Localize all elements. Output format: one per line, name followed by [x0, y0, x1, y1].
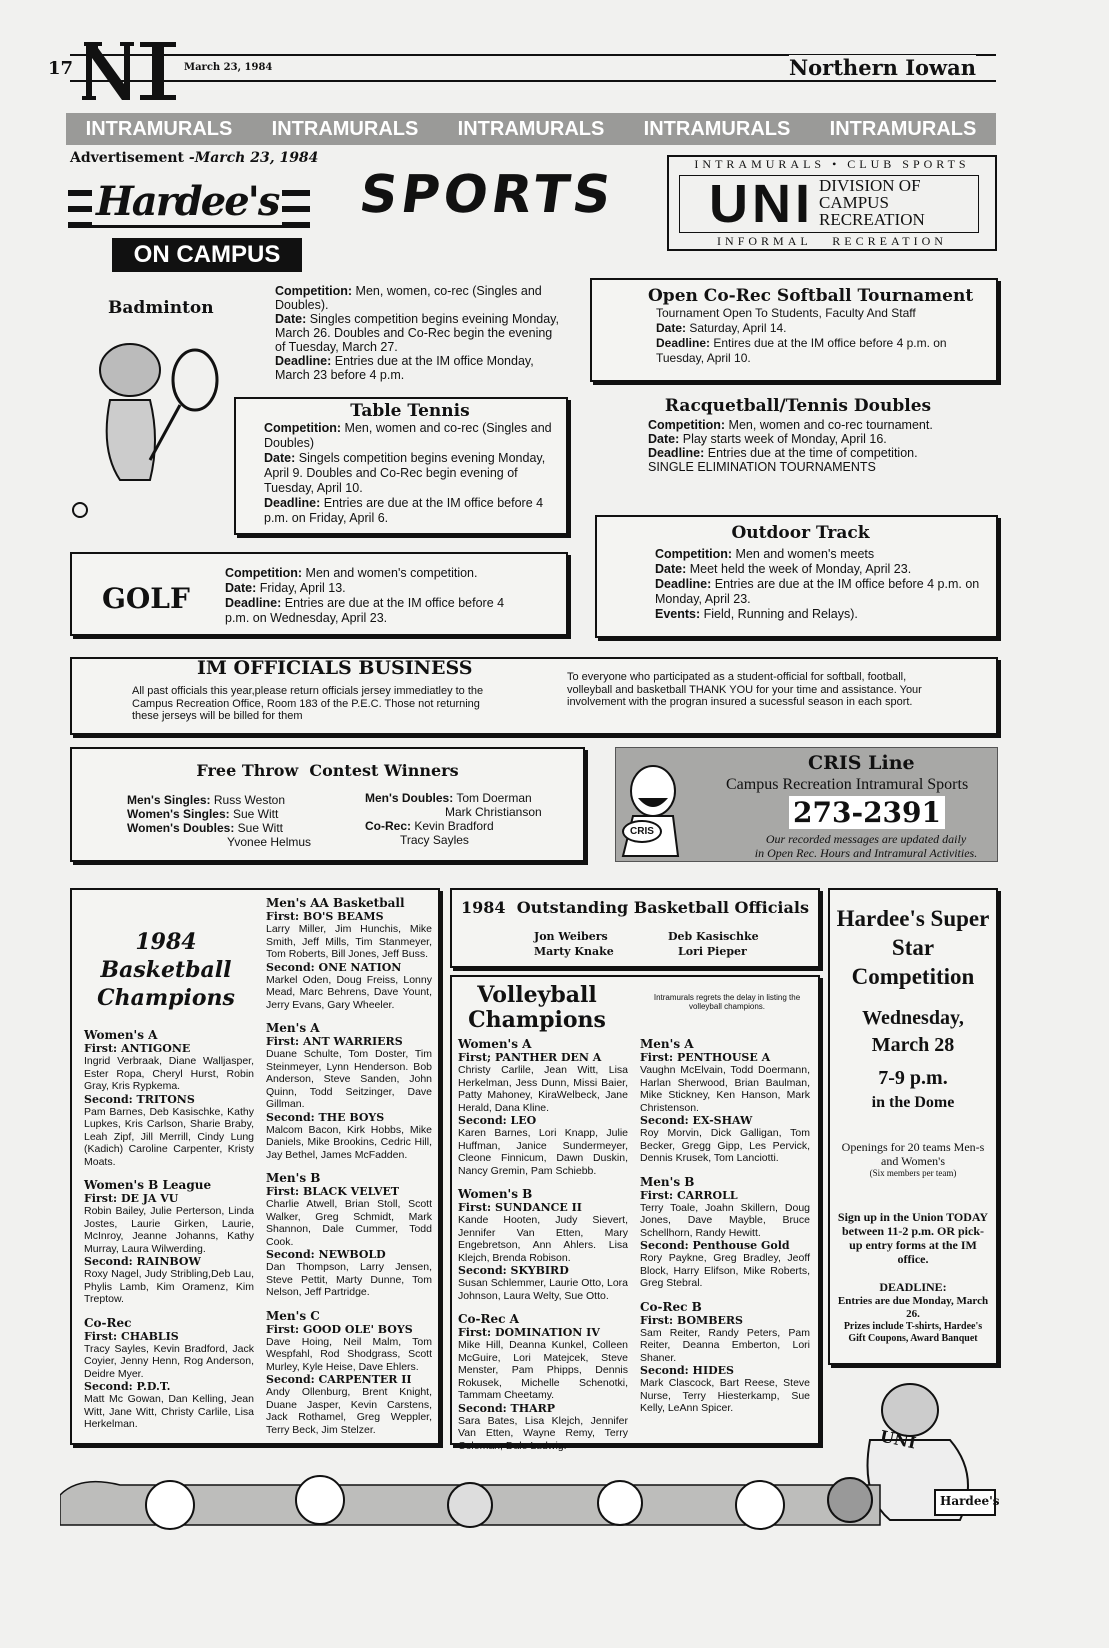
softball-open-to: Tournament Open To Students, Faculty And Staff — [656, 306, 916, 320]
superstar-deadline: Entries are due Monday, March 26. — [837, 1295, 989, 1320]
panther-badminton-illustration — [70, 320, 230, 520]
officials-business-title: IM OFFICIALS BUSINESS — [197, 657, 473, 679]
team-members: Christy Carlile, Jean Witt, Lisa Herkelman, Jess Dunn, Missi Baier, Patty Mahoney, KiraWelbeck, Jane Herald, Dana Kline. — [458, 1064, 628, 1114]
team-members: Markel Oden, Doug Freiss, Lonny Mead, Marc Behrens, Dave Yount, Jerry Evans, Gary Wheeler. — [266, 973, 432, 1011]
field-value: Yvonee Helmus — [227, 835, 312, 849]
team-members: Robin Bailey, Julie Perterson, Linda Jostes, Laurie Girken, Laurie, McInroy, Jeanne Johanns, Kathy Murray, Laura Wilwerding. — [84, 1205, 254, 1255]
field-label: Competition: — [275, 284, 353, 298]
uni-line: RECREATION — [819, 210, 925, 229]
intramurals-banner — [66, 113, 996, 145]
team-members: Mike Hill, Deanna Kunkel, Colleen McGuire, Lori Matejcek, Steve Menster, Pam Phipps, Dennis Rokusek, Michelle Schenotki, Tammam Cheetamy. — [458, 1339, 628, 1401]
category-heading: Co-Rec B — [640, 1299, 702, 1314]
superstar-time: 7-9 p.m. — [878, 1067, 948, 1089]
ad-label: Advertisement — [70, 150, 185, 166]
place-team: First; PANTHER DEN A — [458, 1051, 602, 1064]
racquetball-format: SINGLE ELIMINATION TOURNAMENTS — [648, 460, 876, 474]
cris-mascot-illustration — [598, 756, 708, 866]
officials-jersey-notice: All past officials this year,please return officials jersey immediatley to the Campus Recreation Office, Room 183 of the P.E.C. Those not returning these jerseys will be billed for them — [132, 685, 484, 722]
place-team: First: DE JA VU — [84, 1192, 179, 1205]
place-team: First: CARROLL — [640, 1188, 738, 1202]
field-value: Men and women's competition. — [302, 566, 478, 580]
superstar-deadline-label: DEADLINE: — [879, 1280, 947, 1294]
team-members: Larry Miller, Jim Hunchis, Mike Smith, Jeff Mills, Tim Stanmeyer, Tom Roberts, Bill Jones, Jeff Buss. — [266, 923, 432, 960]
cris-note: Our recorded messages are updated daily — [765, 832, 967, 846]
field-value: Singles competition begins eveining Monday, March 26. Doubles and Co-Rec begin the evening of Tuesday, March 27. — [275, 312, 559, 354]
official-name: Lori Pieper — [678, 945, 747, 958]
uni-logo: UNI — [709, 174, 814, 234]
field-label: Date: — [648, 432, 680, 446]
team-members: Duane Schulte, Tom Doster, Tim Steinmeyer, Lynn Henderson. Bob Anderson, Steve Sanden, John Quinn, Todd Seitzinger, Dave Gillman. — [266, 1048, 432, 1110]
category-heading: Women's B League — [84, 1178, 212, 1192]
cris-phone-number: 273-2391 — [789, 796, 945, 829]
field-value: Mark Christianson — [445, 805, 542, 819]
cris-badge: CRIS — [622, 820, 662, 843]
field-value: Field, Running and Relays). — [700, 607, 858, 621]
place-team: First: BLACK VELVET — [266, 1185, 400, 1198]
track-title: Outdoor Track — [731, 523, 870, 543]
field-label: Women's Singles: — [127, 807, 230, 821]
field-value: Russ Weston — [210, 793, 286, 807]
im-officials-business-box — [70, 657, 998, 735]
place-team: Second: NEWBOLD — [266, 1248, 386, 1261]
place-team: First: BOMBERS — [640, 1313, 743, 1327]
team-members: Roy Morvin, Dick Galligan, Tom Becker, Gregg Gipp, Les Pervick, Dennis Krusek, Tom Lanciotti. — [640, 1127, 810, 1164]
badminton-details — [275, 284, 565, 382]
field-value: Meet held the week of Monday, April 23. — [686, 562, 912, 576]
volleyball-delay-note: Intramurals regrets the delay in listing the volleyball champions. — [653, 993, 801, 1011]
field-value: Singels competition begins evening Monday, April 9. Doubles and Co-Rec begin evening of Tuesday, April 10. — [264, 451, 546, 495]
field-label: Deadline: — [225, 596, 282, 610]
team-members: Mark Clascock, Bart Reese, Steve Nurse, Terry Hiesterkamp, Sue Kelly, LeAnn Spicer. — [640, 1377, 810, 1414]
field-value: Tom Doerman — [453, 791, 532, 805]
cris-note: in Open Rec. Hours and Intramural Activities. — [754, 846, 978, 860]
badminton-title: Badminton — [108, 298, 214, 318]
hardees-wordmark: Hardee's — [92, 178, 282, 225]
racquetball-title: Racquetball/Tennis Doubles — [664, 396, 932, 416]
place-team: First: GOOD OLE' BOYS — [266, 1322, 413, 1336]
category-heading: Men's A — [640, 1037, 694, 1051]
team-members: Tracy Sayles, Kevin Bradford, Jack Coyier, Jenny Henn, Rog Anderson, Deidre Myer. — [84, 1342, 254, 1380]
field-label: Deadline: — [655, 577, 712, 591]
place-team: First: ANT WARRIERS — [266, 1035, 403, 1048]
team-members: Vaughn McElvain, Todd Doermann, Harlan Sherwood, Brian Baulman, Mike Stickney, Ken Hanson, Mark Christenson. — [640, 1064, 810, 1114]
free-throw-title: Free Throw Contest Winners — [196, 761, 459, 780]
banner-word: INTRAMURALS — [643, 117, 791, 140]
cris-subtitle: Campus Recreation Intramural Sports — [726, 776, 969, 793]
category-heading: Men's AA Basketball — [266, 896, 405, 910]
field-label: Date: — [275, 312, 307, 326]
place-team: Second: Penthouse Gold — [640, 1239, 790, 1252]
category-heading: Men's C — [266, 1308, 320, 1323]
place-team: Second: EX-SHAW — [640, 1114, 753, 1127]
team-members: Malcom Bacon, Kirk Hobbs, Mike Daniels, Mike Brookins, Cedric Hill, Jay Bethel, James McFadden. — [266, 1123, 432, 1161]
ni-logo — [80, 40, 180, 102]
basketball-title: 1984 Basketball Champions — [97, 929, 235, 1011]
hardees-on-campus: ON CAMPUS — [112, 238, 302, 272]
softball-tournament-box — [590, 278, 998, 382]
field-value: Entries due at the time of competition. — [704, 446, 918, 460]
mascot-shirt-text: UNI — [878, 1426, 918, 1453]
category-heading: Men's B — [640, 1174, 695, 1189]
place-team: Second: CARPENTER II — [266, 1373, 412, 1386]
field-value: Entires due at the IM office before 4 p.m. on Tuesday, April 10. — [656, 336, 947, 365]
field-value: Entries are due at the IM office before 4 p.m. on Monday, April 23. — [655, 577, 980, 606]
place-team: First: SUNDANCE II — [458, 1201, 582, 1214]
category-heading: Women's B — [458, 1187, 533, 1201]
uni-line: DIVISION OF — [819, 176, 921, 195]
place-team: Second: HIDES — [640, 1364, 734, 1377]
team-members: Kande Hooten, Judy Sievert, Jennifer Van Etten, Mary Engebretson, Ann Ahlers. Lisa Klejch, Brenda Robison. — [458, 1214, 628, 1264]
sports-cartoon: SPORTS — [355, 165, 619, 225]
place-team: Second: SKYBIRD — [458, 1264, 569, 1277]
field-label: Deadline: — [275, 354, 332, 368]
field-label: Co-Rec: — [365, 819, 412, 833]
field-value: Sue Witt — [229, 807, 279, 821]
uni-bottom-text: INFORMAL RECREATION — [717, 234, 947, 248]
category-heading: Co-Rec — [84, 1315, 132, 1330]
team-members: Sam Reiter, Randy Peters, Pam Reiter, Deanna Emberton, Lori Shaner. — [640, 1326, 810, 1364]
field-value: Entries are due at the IM office before 4 p.m. on Friday, April 6. — [264, 496, 544, 525]
team-members: Karen Barnes, Lori Knapp, Julie Huffman, Janice Sundermeyer, Cleone Finnicum, Dawn Duskin, Nancy Gremin, Pam Schiebb. — [458, 1127, 628, 1177]
field-label: Competition: — [648, 418, 726, 432]
golf-box — [70, 552, 568, 636]
uni-recreation-logo — [667, 155, 997, 251]
superstar-competition-box — [828, 888, 998, 1365]
team-members: Pam Barnes, Deb Kasischke, Kathy Lupkes, Kris Carlson, Sharie Braby, Leah Zipf, Jill Merrill, Cindy Lung (Kadich) Caroline Carpenter, Kristy Moats. — [84, 1105, 254, 1168]
bb-officials-title: 1984 Outstanding Basketball Officials — [461, 898, 809, 917]
page-number: 17 — [48, 58, 74, 79]
team-members: Dan Thompson, Larry Jensen, Steve Pettit, Marty Dunne, Tom Nelson, Jeff Partridge. — [266, 1261, 432, 1298]
field-value: Men, women and co-rec tournament. — [725, 418, 933, 432]
softball-title: Open Co-Rec Softball Tournament — [648, 286, 974, 306]
golf-title: GOLF — [102, 582, 190, 615]
team-members: Charlie Atwell, Brian Stoll, Scott Walker, Greg Schmidt, Mark Shannon, Dale Cummer, Todd Cook. — [266, 1198, 432, 1248]
superstar-prizes: Prizes include T-shirts, Hardee's Gift Coupons, Award Banquet — [843, 1321, 983, 1344]
place-team: Second: TRITONS — [84, 1092, 195, 1106]
field-label: Date: — [264, 451, 296, 465]
uni-top-text: INTRAMURALS • CLUB SPORTS — [694, 157, 970, 171]
masthead — [48, 40, 996, 102]
table-tennis-box — [234, 397, 568, 535]
basketball-officials-box — [450, 888, 820, 968]
place-team: First: BO'S BEAMS — [266, 910, 384, 923]
field-value: Kevin Bradford — [411, 819, 494, 833]
field-label: Competition: — [655, 547, 733, 561]
field-label: Women's Doubles: — [127, 821, 235, 835]
place-team: Second: THE BOYS — [266, 1110, 385, 1124]
field-value: Saturday, April 14. — [686, 321, 787, 335]
team-members: Ingrid Verbraak, Diane Walljasper, Ester Ropa, Cheryl Hurst, Robin Gray, Kris Rypkema. — [84, 1055, 254, 1092]
team-members: Matt Mc Gowan, Dan Kelling, Jean Witt, Jane Witt, Christy Carlile, Lisa Herkelman. — [84, 1393, 254, 1430]
team-members: Susan Schlemmer, Laurie Otto, Lora Johnson, Laura Welty, Sue Otto. — [458, 1277, 628, 1302]
basketball-col-1 — [84, 1018, 254, 1431]
advertisement-label — [70, 150, 318, 166]
team-members: Andy Ollenburg, Brent Knight, Duane Jasper, Kevin Carstens, Jack Rothamel, Greg Weppler, Terry Beck, Jim Stelzer. — [266, 1386, 432, 1436]
place-team: First: ANTIGONE — [84, 1042, 191, 1055]
superstar-date: Wednesday, March 28 — [862, 1007, 964, 1056]
volleyball-title: Volleyball Champions — [468, 982, 606, 1033]
category-heading: Women's A — [84, 1028, 158, 1042]
superstar-title: Hardee's Super Star Competition — [836, 906, 990, 989]
field-value: Tracy Sayles — [400, 833, 469, 847]
cris-title: CRIS Line — [808, 752, 915, 774]
basketball-col-2 — [266, 896, 432, 1436]
free-throw-winners-box — [70, 747, 585, 862]
mascot-sign-text: Hardee's — [940, 1494, 1000, 1508]
field-label: Date: — [225, 581, 257, 595]
field-value: Men and women's meets — [732, 547, 875, 561]
volleyball-col-1 — [458, 1037, 628, 1452]
team-members: Dave Hoing, Neil Malm, Tom Wespfahl, Rod Shodgrass, Scott Murley, Kyle Heise, Dave Ehlers. — [266, 1335, 432, 1373]
table-tennis-title: Table Tennis — [350, 401, 470, 421]
field-label: Deadline: — [648, 446, 705, 460]
field-label: Events: — [655, 607, 701, 621]
banner-word: INTRAMURALS — [457, 117, 605, 140]
official-name: Deb Kasischke — [668, 930, 759, 943]
team-members: Sara Bates, Lisa Klejch, Jennifer Van Etten, Wayne Remy, Terry Coleman, Dale Ludwig. — [458, 1414, 628, 1452]
field-label: Deadline: — [656, 336, 711, 350]
field-label: Competition: — [225, 566, 303, 580]
place-team: Second: P.D.T. — [84, 1380, 171, 1393]
team-members: Roxy Nagel, Judy Stribling,Deb Lau, Phylis Lamb, Kim Oramenz, Kim Treptow. — [84, 1268, 254, 1305]
place-team: First: PENTHOUSE A — [640, 1051, 771, 1064]
racquetball-section — [648, 396, 948, 474]
officials-thank-you: To everyone who participated as a student-official for softball, football, volleyball and basketball THANK YOU for your time and assistance. Your involvement with the progran insured a sucessful season in each sport. — [567, 671, 922, 708]
place-team: Second: ONE NATION — [266, 960, 402, 974]
field-value: Entries are due at the IM office before 4 p.m. on Wednesday, April 23. — [225, 596, 505, 625]
superstar-team-size: (Six members per team) — [869, 1168, 957, 1178]
category-heading: Co-Rec A — [458, 1312, 519, 1326]
ad-date: -March 23, 1984 — [188, 150, 319, 166]
banner-word: INTRAMURALS — [829, 117, 977, 140]
field-label: Men's Doubles: — [365, 791, 454, 805]
sports-equipment-border-illustration — [60, 1455, 930, 1535]
uni-line: CAMPUS — [819, 193, 889, 212]
category-heading: Men's A — [266, 1021, 320, 1035]
place-team: Second: RAINBOW — [84, 1255, 201, 1268]
place-team: Second: THARP — [458, 1401, 556, 1415]
banner-word: INTRAMURALS — [271, 117, 419, 140]
official-name: Jon Weibers — [534, 930, 608, 943]
field-label: Competition: — [264, 421, 342, 435]
field-value: Play starts week of Monday, April 16. — [679, 432, 887, 446]
field-label: Date: — [656, 321, 687, 335]
place-team: First: CHABLIS — [84, 1329, 179, 1343]
hardees-logo — [68, 178, 310, 273]
field-value: Men, women and co-rec (Singles and Doubles) — [264, 421, 552, 450]
field-label: Deadline: — [264, 496, 321, 510]
field-value: Men, women, co-rec (Singles and Doubles). — [275, 284, 542, 312]
team-members: Terry Toale, Joahn Skillern, Doug Jones, Dave Mayble, Bruce Schellhorn, Randy Hewitt. — [640, 1201, 810, 1239]
paper-name: Northern Iowan — [788, 55, 976, 80]
field-label: Date: — [655, 562, 687, 576]
outdoor-track-box — [595, 515, 998, 638]
field-value: Friday, April 13. — [256, 581, 346, 595]
volleyball-col-2 — [640, 1037, 810, 1415]
place-team: First: DOMINATION IV — [458, 1326, 600, 1339]
banner-word: INTRAMURALS — [85, 117, 233, 140]
place-team: Second: LEO — [458, 1114, 537, 1127]
volleyball-champions-box — [450, 975, 820, 1452]
superstar-location: in the Dome — [871, 1094, 955, 1111]
superstar-openings: Openings for 20 teams Men-s and Women's — [841, 1140, 985, 1168]
basketball-champions-box — [70, 888, 440, 1445]
team-members: Rory Paykne, Greg Bradley, Jeoff Block, Harry Elifson, Mike Roberts, Greg Stebral. — [640, 1252, 810, 1289]
official-name: Marty Knake — [534, 945, 614, 958]
field-label: Men's Singles: — [127, 793, 211, 807]
category-heading: Women's A — [458, 1037, 532, 1051]
cris-line-box — [615, 747, 998, 862]
category-heading: Men's B — [266, 1171, 321, 1185]
field-value: Sue Witt — [234, 821, 283, 835]
superstar-signup: Sign up in the Union TODAY between 11-2 p.m. OR pick-up entry forms at the IM office. — [837, 1210, 989, 1266]
field-value: Entries due at the IM office Monday, March 23 before 4 p.m. — [275, 354, 534, 382]
issue-date: March 23, 1984 — [184, 62, 273, 73]
